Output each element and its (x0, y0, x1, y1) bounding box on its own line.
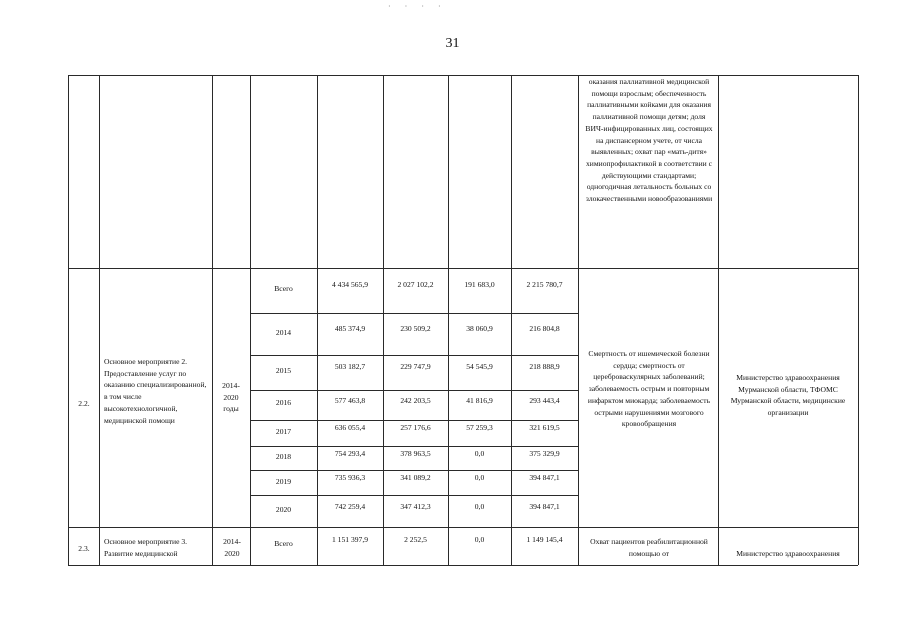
total-cell: 577 463,8 (334, 396, 366, 405)
total-cell: 503 182,7 (334, 362, 366, 371)
budget-cell: 375 329,9 (529, 449, 560, 458)
budget-cell: 242 203,5 (400, 396, 431, 405)
total-cell: 742 259,4 (334, 502, 366, 511)
budget-cell: 0,0 (474, 449, 485, 458)
budget-cell: 54 545,9 (466, 362, 493, 371)
year-cell: 2017 (275, 427, 292, 436)
total-cell: 1 151 397,9 (331, 535, 369, 544)
budget-cell: 347 412,3 (400, 502, 431, 511)
measure-period: 2014-2020 годы (222, 381, 240, 414)
year-cell: Всего (274, 539, 293, 548)
budget-cell: 230 509,2 (400, 324, 431, 333)
executors: Министерство здравоохранения Мурманской области, ТФОМС Мурманской области, медицинские организации (730, 373, 846, 418)
total-cell: 754 293,4 (334, 449, 366, 458)
budget-cell: 229 747,9 (400, 362, 431, 371)
budget-cell: 257 176,6 (400, 423, 431, 432)
total-cell: 735 936,3 (334, 473, 366, 482)
executors: Министерство здравоохранения (736, 549, 840, 558)
budget-cell: 0,0 (474, 502, 485, 511)
measure-name: Основное мероприятие 2. Предоставление услуг по оказанию специализированной, в том числе высокотехнологичной, медицинской помощи (104, 357, 207, 425)
continued-indicators-text: оказания паллиативной медицинской помощи взрослым; обеспеченность паллиативными койками для оказания паллиативной помощи детям; доля ВИЧ-инфицированных лиц, состоящих на диспансерном учете, от числа выявленных; охват пар «мать-дитя» химиопрофилактикой в соответствии с действующими стандартами; одногодичная летальность больных со злокачественными новообразованиями (585, 77, 713, 204)
budget-cell: 0,0 (474, 535, 485, 544)
measure-name: Основное мероприятие 3. Развитие медицинской (104, 537, 188, 558)
year-cell: 2016 (275, 398, 292, 407)
target-indicators: Смертность от ишемической болезни сердца; смертность от цереброваскулярных заболеваний; заболеваемость острым и повторным инфарктом миокарда; заболеваемость острыми нарушениями мозгового кровообращения (587, 349, 711, 429)
budget-cell: 394 847,1 (529, 473, 560, 482)
budget-cell: 394 847,1 (529, 502, 560, 511)
budget-cell: 57 259,3 (466, 423, 493, 432)
year-cell: 2014 (275, 328, 292, 337)
budget-cell: 321 619,5 (529, 423, 560, 432)
budget-cell: 2 252,5 (404, 535, 427, 544)
total-cell: 4 434 565,9 (331, 280, 369, 289)
budget-cell: 2 215 780,7 (526, 280, 563, 289)
budget-cell: 293 443,4 (529, 396, 560, 405)
scan-specks: · · · · (388, 2, 447, 11)
row-number: 2.3. (78, 544, 90, 553)
year-cell: Всего (274, 284, 293, 293)
budget-cell: 2 027 102,2 (397, 280, 434, 289)
budget-cell: 218 888,9 (529, 362, 560, 371)
measure-period: 2014-2020 (223, 537, 241, 558)
row-number: 2.2. (78, 399, 90, 408)
year-cell: 2015 (275, 366, 292, 375)
year-cell: 2019 (275, 477, 292, 486)
budget-cell: 216 804,8 (529, 324, 560, 333)
budget-cell: 38 060,9 (466, 324, 493, 333)
budget-cell: 0,0 (474, 473, 485, 482)
budget-cell: 191 683,0 (464, 280, 495, 289)
budget-cell: 378 963,5 (400, 449, 431, 458)
year-cell: 2020 (275, 505, 292, 514)
target-indicators: Охват пациентов реабилитационной помощью от (590, 537, 708, 558)
total-cell: 485 374,9 (334, 324, 366, 333)
page-number: 31 (445, 36, 460, 51)
year-cell: 2018 (275, 452, 292, 461)
budget-cell: 341 089,2 (400, 473, 431, 482)
budget-cell: 41 816,9 (466, 396, 493, 405)
budget-cell: 1 149 145,4 (526, 535, 563, 544)
total-cell: 636 055,4 (334, 423, 366, 432)
